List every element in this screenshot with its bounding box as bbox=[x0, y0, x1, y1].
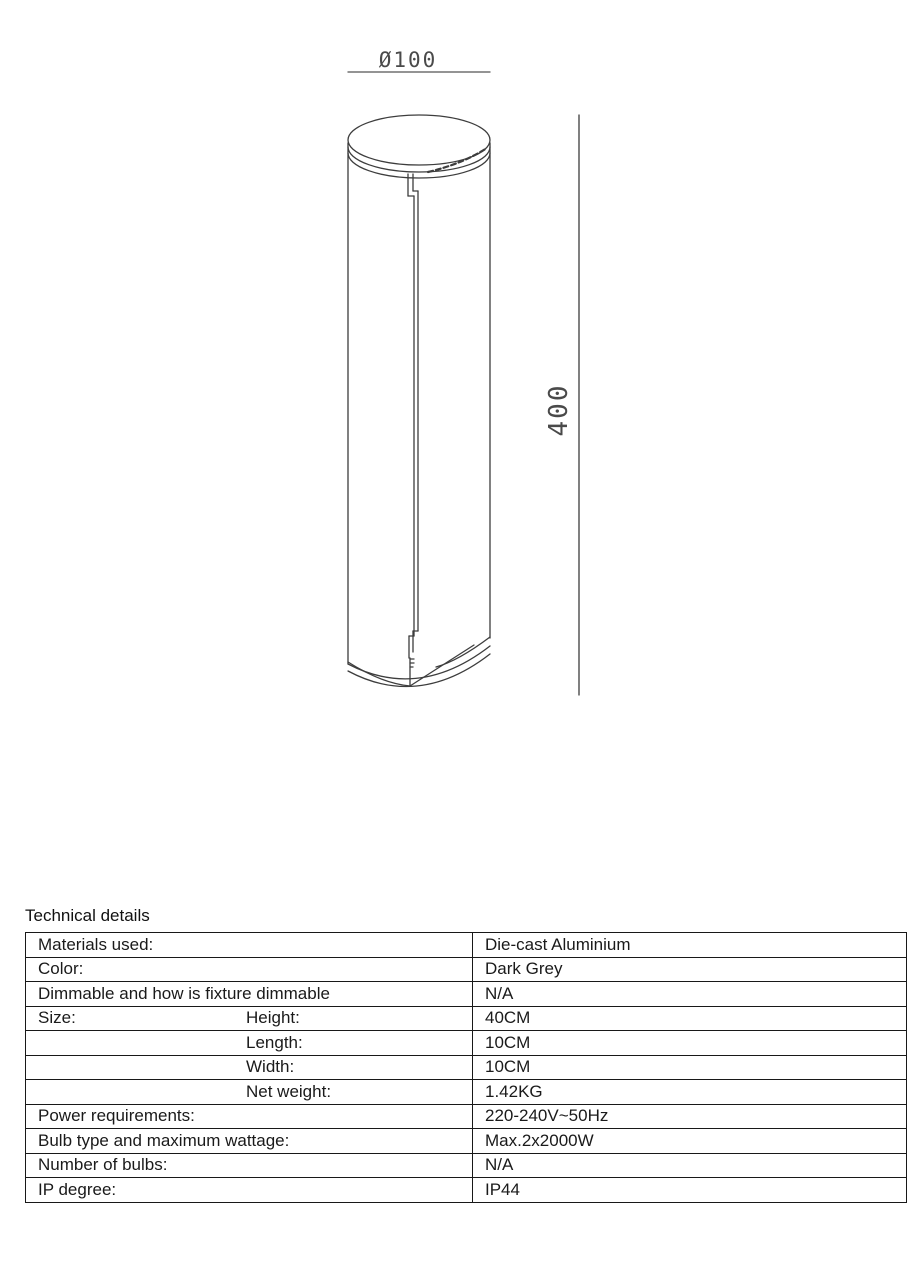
row-sublabel: Height: bbox=[246, 1008, 300, 1028]
base-cut-diagonal bbox=[410, 645, 474, 686]
technical-details-table bbox=[25, 932, 907, 1203]
row-label: Number of bulbs: bbox=[38, 1155, 168, 1175]
base-rim-lower-arc bbox=[348, 654, 490, 687]
diameter-dimension-label: Ø100 bbox=[378, 48, 438, 72]
row-label: Bulb type and maximum wattage: bbox=[38, 1130, 290, 1150]
section-heading: Technical details bbox=[25, 906, 150, 925]
row-value: 10CM bbox=[473, 1031, 907, 1056]
height-dimension-label: 400 bbox=[544, 383, 574, 437]
row-label: IP degree: bbox=[38, 1179, 117, 1199]
table-row-size-length bbox=[26, 1031, 907, 1056]
table-row-power bbox=[26, 1104, 907, 1129]
row-sublabel: Net weight: bbox=[246, 1081, 332, 1101]
table-row-color bbox=[26, 957, 907, 982]
table-row-dimmable bbox=[26, 982, 907, 1007]
height-dimension bbox=[544, 115, 579, 695]
row-value: Dark Grey bbox=[473, 957, 907, 982]
table-row-size-width bbox=[26, 1055, 907, 1080]
table-row-size-height bbox=[26, 1006, 907, 1031]
row-value: 1.42KG bbox=[473, 1080, 907, 1105]
row-value: 40CM bbox=[473, 1006, 907, 1031]
row-label: Power requirements: bbox=[38, 1106, 195, 1126]
row-label: Color: bbox=[38, 959, 84, 979]
front-slot bbox=[408, 174, 418, 686]
row-value: N/A bbox=[473, 982, 907, 1007]
table-row-bulb-type bbox=[26, 1129, 907, 1154]
row-label: Materials used: bbox=[38, 934, 154, 954]
row-label: Size: bbox=[38, 1008, 76, 1028]
table-row-ip-degree bbox=[26, 1178, 907, 1203]
row-value: IP44 bbox=[473, 1178, 907, 1203]
row-sublabel: Width: bbox=[246, 1057, 295, 1077]
table-row-bulb-count bbox=[26, 1153, 907, 1178]
diameter-dimension bbox=[348, 48, 490, 72]
row-value: N/A bbox=[473, 1153, 907, 1178]
cylinder-body bbox=[348, 115, 490, 687]
row-value: 220-240V~50Hz bbox=[473, 1104, 907, 1129]
row-label: Dimmable and how is fixture dimmable bbox=[38, 983, 330, 1003]
row-value: Max.2x2000W bbox=[473, 1129, 907, 1154]
row-value: 10CM bbox=[473, 1055, 907, 1080]
base-top-left-arc bbox=[348, 662, 410, 686]
table-row-materials bbox=[26, 933, 907, 958]
row-value: Die-cast Aluminium bbox=[473, 933, 907, 958]
table-row-net-weight bbox=[26, 1080, 907, 1105]
row-sublabel: Length: bbox=[246, 1032, 303, 1052]
